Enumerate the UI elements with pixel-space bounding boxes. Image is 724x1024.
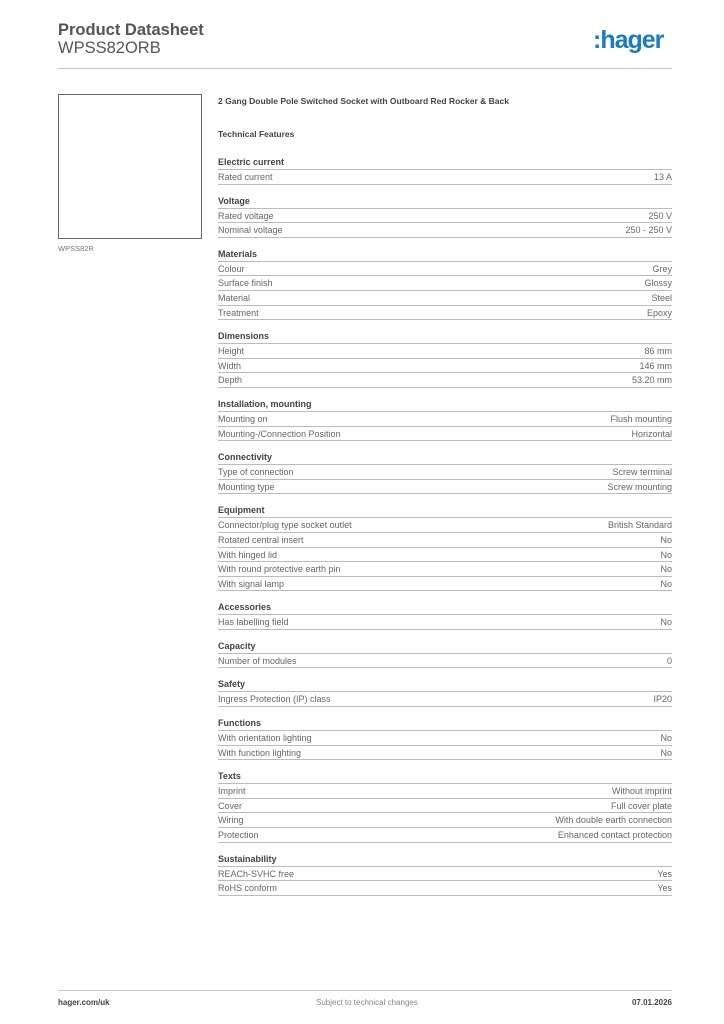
row-value: No <box>660 564 672 575</box>
row-value: Yes <box>657 883 672 894</box>
table-row <box>218 170 672 185</box>
table-row <box>218 654 672 669</box>
row-label: Cover <box>218 800 243 811</box>
row-label: Height <box>218 346 245 357</box>
footer-date: 07.01.2026 <box>631 998 672 1007</box>
table-row <box>218 465 672 480</box>
table-row <box>218 276 672 291</box>
row-label: With round protective earth pin <box>218 564 341 575</box>
row-value: No <box>660 747 672 758</box>
row-label: Mounting-/Connection Position <box>218 428 341 439</box>
row-label: Type of connection <box>218 467 294 478</box>
row-value: No <box>660 617 672 628</box>
row-value: Steel <box>651 292 672 303</box>
row-label: Nominal voltage <box>218 225 283 236</box>
row-label: Width <box>218 360 242 371</box>
section-title: Capacity <box>218 639 672 654</box>
section-title: Voltage <box>218 194 672 209</box>
page-title: Product Datasheet <box>58 21 204 39</box>
hager-logo: :hager <box>593 26 664 54</box>
table-row <box>218 746 672 761</box>
section <box>218 639 672 669</box>
table-row <box>218 427 672 442</box>
section-title: Functions <box>218 716 672 731</box>
product-code: WPSS82ORB <box>58 39 161 57</box>
table-row <box>218 731 672 746</box>
row-value: With double earth connection <box>555 815 672 826</box>
row-value: No <box>660 733 672 744</box>
table-row <box>218 518 672 533</box>
row-label: REACh-SVHC free <box>218 868 295 879</box>
table-row <box>218 262 672 277</box>
row-label: With function lighting <box>218 747 302 758</box>
row-label: Surface finish <box>218 278 273 289</box>
section-title: Installation, mounting <box>218 397 672 412</box>
table-row <box>218 881 672 896</box>
table-row <box>218 359 672 374</box>
product-image <box>58 94 202 239</box>
section <box>218 450 672 494</box>
section-title: Safety <box>218 677 672 692</box>
feature-sections <box>218 155 672 896</box>
section <box>218 155 672 185</box>
row-value: IP20 <box>653 694 672 705</box>
row-label: Has labelling field <box>218 617 289 628</box>
footer-divider <box>58 990 672 991</box>
row-value: 146 mm <box>639 360 672 371</box>
section-title: Texts <box>218 769 672 784</box>
table-row <box>218 480 672 495</box>
section-title: Equipment <box>218 503 672 518</box>
row-value: 250 - 250 V <box>625 225 672 236</box>
product-name: 2 Gang Double Pole Switched Socket with Outboard Red Rocker & Back <box>218 96 509 106</box>
row-label: With hinged lid <box>218 549 278 560</box>
row-label: Connector/plug type socket outlet <box>218 520 352 531</box>
image-caption: WPSS82R <box>58 244 94 253</box>
section <box>218 852 672 896</box>
table-row <box>218 692 672 707</box>
row-value: Enhanced contact protection <box>557 830 672 841</box>
row-label: Mounting type <box>218 481 275 492</box>
section-title: Dimensions <box>218 329 672 344</box>
table-row <box>218 306 672 321</box>
row-value: Grey <box>652 263 672 274</box>
table-row <box>218 784 672 799</box>
main-content <box>218 96 672 905</box>
row-label: Depth <box>218 375 243 386</box>
row-value: British Standard <box>607 520 672 531</box>
row-label: Treatment <box>218 307 259 318</box>
table-row <box>218 867 672 882</box>
table-row <box>218 223 672 238</box>
row-label: RoHS conform <box>218 883 278 894</box>
section <box>218 769 672 842</box>
row-label: With orientation lighting <box>218 733 312 744</box>
row-value: Without imprint <box>611 786 672 797</box>
row-value: Epoxy <box>646 307 672 318</box>
row-value: Full cover plate <box>610 800 672 811</box>
header-divider <box>58 68 672 69</box>
row-label: Protection <box>218 830 259 841</box>
table-row <box>218 548 672 563</box>
table-row <box>218 577 672 592</box>
table-row <box>218 412 672 427</box>
row-value: 0 <box>666 655 672 666</box>
row-label: Ingress Protection (IP) class <box>218 694 331 705</box>
section <box>218 194 672 238</box>
row-value: Glossy <box>644 278 672 289</box>
section <box>218 329 672 388</box>
table-row <box>218 291 672 306</box>
row-value: No <box>660 549 672 560</box>
table-row <box>218 615 672 630</box>
row-value: Screw mounting <box>607 481 672 492</box>
row-label: With signal lamp <box>218 578 285 589</box>
section <box>218 677 672 707</box>
section-title: Connectivity <box>218 450 672 465</box>
section <box>218 397 672 441</box>
table-row <box>218 562 672 577</box>
section <box>218 247 672 320</box>
table-row <box>218 813 672 828</box>
section-title: Electric current <box>218 155 672 170</box>
table-row <box>218 799 672 814</box>
section <box>218 600 672 630</box>
footer-website[interactable]: hager.com/uk <box>58 998 110 1007</box>
row-label: Number of modules <box>218 655 297 666</box>
row-value: Yes <box>657 868 672 879</box>
row-label: Material <box>218 292 251 303</box>
technical-features-heading: Technical Features <box>218 129 295 139</box>
row-value: 53.20 mm <box>631 375 672 386</box>
row-label: Rotated central insert <box>218 534 304 545</box>
row-value: No <box>660 534 672 545</box>
row-label: Wiring <box>218 815 244 826</box>
row-value: Screw terminal <box>612 467 672 478</box>
row-value: Flush mounting <box>610 413 672 424</box>
row-label: Imprint <box>218 786 246 797</box>
section <box>218 503 672 591</box>
table-row <box>218 344 672 359</box>
row-value: 13 A <box>653 172 672 182</box>
section-title: Sustainability <box>218 852 672 867</box>
table-row <box>218 209 672 224</box>
table-row <box>218 373 672 388</box>
row-value: No <box>660 578 672 589</box>
row-label: Rated voltage <box>218 210 274 221</box>
row-label: Colour <box>218 263 245 274</box>
section-title: Accessories <box>218 600 672 615</box>
table-row <box>218 533 672 548</box>
row-label: Rated current <box>218 172 273 182</box>
row-value: 250 V <box>648 210 672 221</box>
row-value: 86 mm <box>644 346 672 357</box>
table-row <box>218 828 672 843</box>
row-value: Horizontal <box>631 428 672 439</box>
row-label: Mounting on <box>218 413 268 424</box>
footer-note: Subject to technical changes <box>316 998 418 1007</box>
section <box>218 716 672 760</box>
section-title: Materials <box>218 247 672 262</box>
